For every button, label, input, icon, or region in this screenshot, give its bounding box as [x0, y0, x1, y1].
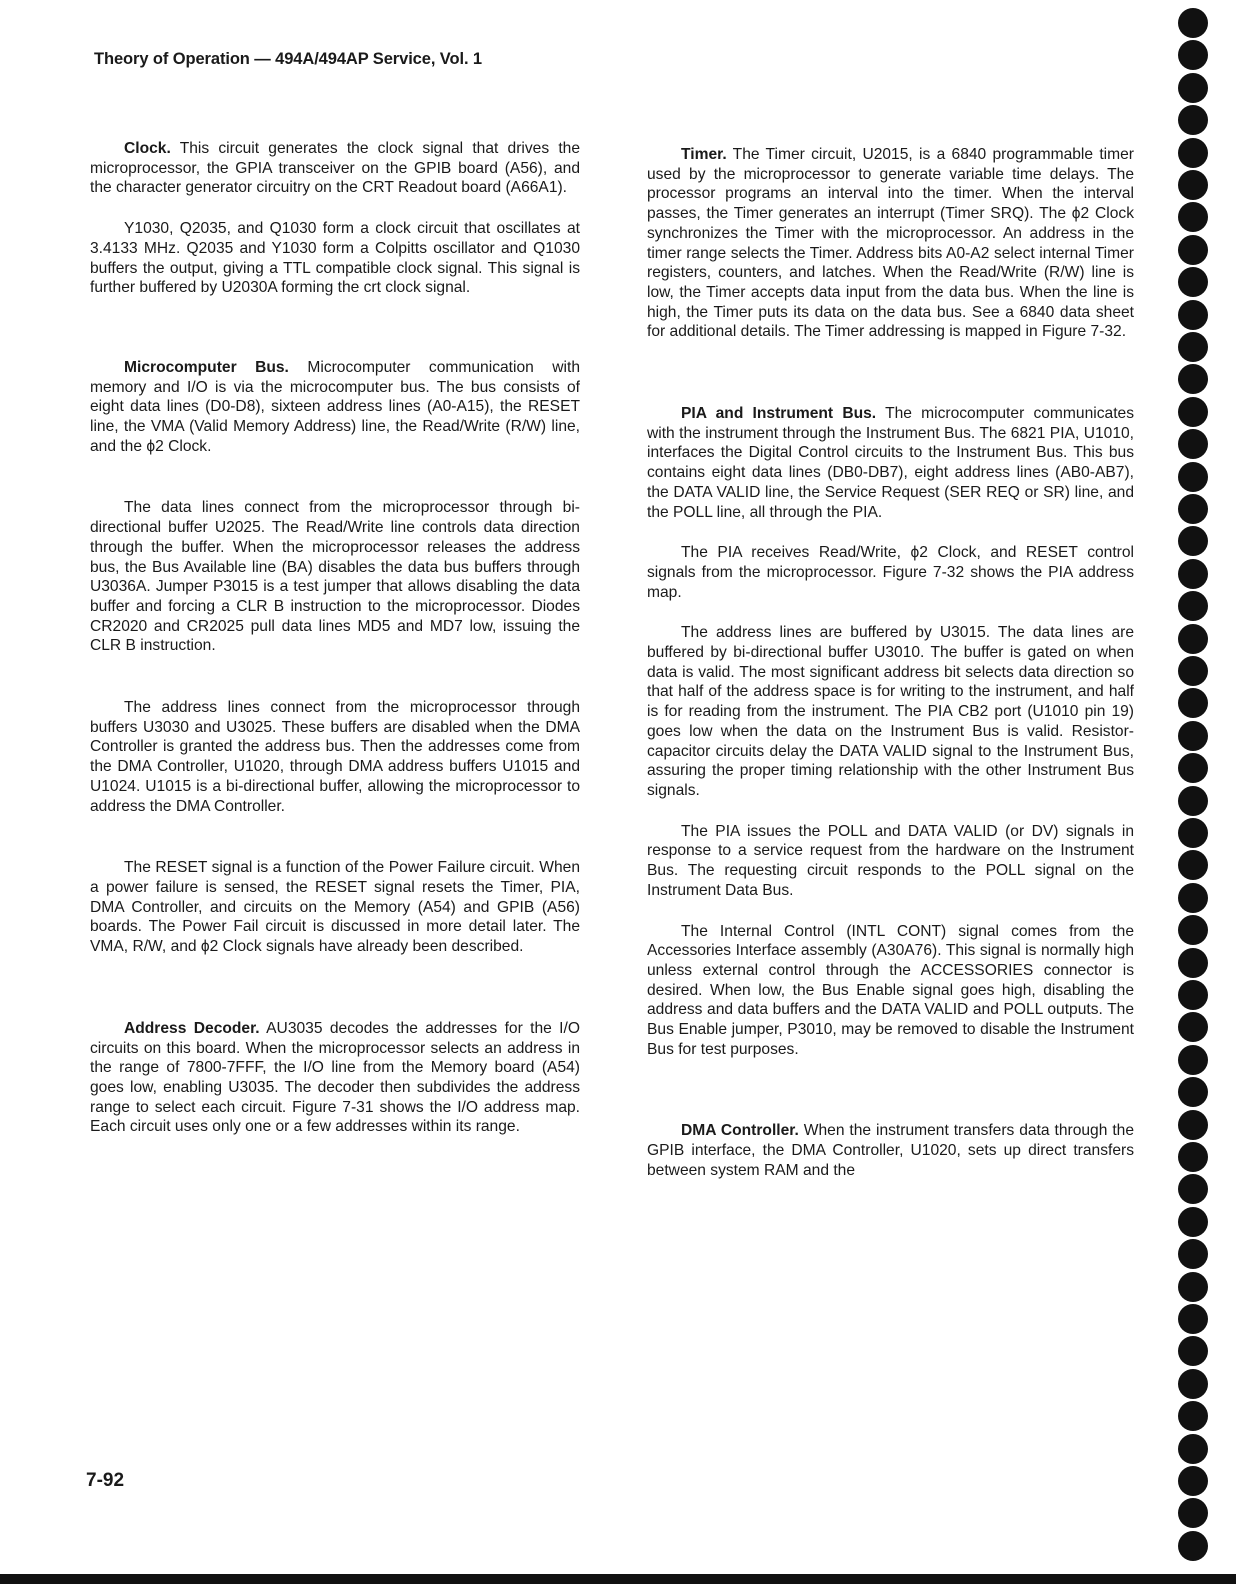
punch-hole: [1178, 1110, 1208, 1140]
punch-hole: [1178, 105, 1208, 135]
punch-hole: [1178, 1498, 1208, 1528]
punch-hole: [1178, 1531, 1208, 1561]
punch-hole: [1178, 753, 1208, 783]
paragraph-clock-circuit: Y1030, Q2035, and Q1030 form a clock circuit that oscillates at 3.4133 MHz. Q2035 and Y1030 form a Colpitts oscillator and Q1030 buffers the output, giving a TTL compatible clock signal. This signal is further buffered by U2030A forming the crt clock signal.: [90, 220, 580, 297]
punch-hole: [1178, 1239, 1208, 1269]
punch-hole: [1178, 138, 1208, 168]
heading-microcomputer-bus: Microcomputer Bus.: [124, 358, 289, 376]
heading-dma-controller: DMA Controller.: [681, 1122, 799, 1140]
punch-hole: [1178, 915, 1208, 945]
paragraph-pia-control-signals: The PIA receives Read/Write, ϕ2 Clock, and RESET control signals from the microprocessor. Figure 7-32 shows the PIA address map.: [647, 544, 1134, 601]
punch-hole: [1178, 850, 1208, 880]
paragraph-address-lines: The address lines connect from the microprocessor through buffers U3030 and U3025. These buffers are disabled when the DMA Controller is granted the address bus. Then the addresses come from the DMA Controller, U1020, through DMA address buffers U1015 and U1024. U1015 is a bi-directional buffer, allowing the microprocessor to address the DMA Controller.: [90, 699, 580, 815]
punch-hole: [1178, 1369, 1208, 1399]
paragraph-internal-control: The Internal Control (INTL CONT) signal comes from the Accessories Interface assembly (A30A76). This signal is normally high unless external control through the ACCESSORIES connector is desired. When low, the Bus Enable signal goes high, disabling the address and data buffers and the DATA VALID and POLL outputs. The Bus Enable jumper, P3010, may be removed to disable the Instrument Bus for test purposes.: [647, 922, 1134, 1058]
punch-hole: [1178, 1401, 1208, 1431]
punch-hole: [1178, 397, 1208, 427]
punch-hole: [1178, 818, 1208, 848]
punch-hole: [1178, 332, 1208, 362]
punch-hole: [1178, 526, 1208, 556]
paragraph-pia-poll: The PIA issues the POLL and DATA VALID (or DV) signals in response to a service request from the hardware on the Instrument Bus. The requesting circuit responds to the POLL signal on the Instrument Data Bus.: [647, 822, 1134, 899]
punch-hole: [1178, 591, 1208, 621]
punch-hole: [1178, 1466, 1208, 1496]
punch-hole: [1178, 721, 1208, 751]
paragraph-pia-address-lines: The address lines are buffered by U3015. The data lines are buffered by bi-directional buffer U3010. The buffer is gated on when data is valid. The most significant address bit selects data direction so that half of the address space is for writing to the instrument, and half is for reading from the instrument. The PIA CB2 port (U1010 pin 19) goes low when the data on the Instrument Bus is valid. Resistor-capacitor circuits delay the DATA VALID signal to the Instrument Bus, assuring the proper timing relationship with the other Instrument Bus signals.: [647, 624, 1134, 799]
paragraph-timer: Timer. The Timer circuit, U2015, is a 6840 programmable timer used by the microprocessor to generate variable time delays. The processor programs an interval into the timer. When the interval passes, the Timer generates an interrupt (Timer SRQ). The ϕ2 Clock synchronizes the Timer with the microprocessor. An address in the timer range selects the Timer. Address bits A0-A2 select internal Timer registers, counters, and latches. When the Read/Write (R/W) line is low, the Timer accepts data input from the data bus. When the line is high, the Timer puts its data on the data bus. See a 6840 data sheet for additional details. The Timer addressing is mapped in Figure 7-32.: [647, 146, 1134, 341]
punch-hole: [1178, 624, 1208, 654]
punch-hole: [1178, 364, 1208, 394]
punch-hole: [1178, 883, 1208, 913]
punch-hole: [1178, 688, 1208, 718]
paragraph-reset-signal: The RESET signal is a function of the Power Failure circuit. When a power failure is sensed, the RESET signal resets the Timer, PIA, DMA Controller, and circuits on the Memory (A54) and GPIB (A56) boards. The Power Fail circuit is discussed in more detail later. The VMA, R/W, and ϕ2 Clock signals have already been described.: [90, 859, 580, 956]
punch-hole: [1178, 462, 1208, 492]
paragraph-microcomputer-bus: Microcomputer Bus. Microcomputer communication with memory and I/O is via the microcomputer bus. The bus consists of eight data lines (D0-D8), sixteen address lines (A0-A15), the RESET line, the VMA (Valid Memory Address) line, the Read/Write (R/W) line, and the ϕ2 Clock.: [90, 358, 580, 455]
punch-hole: [1178, 656, 1208, 686]
page-header: Theory of Operation — 494A/494AP Service, Vol. 1: [94, 50, 482, 68]
punch-hole: [1178, 1045, 1208, 1075]
punch-hole: [1178, 267, 1208, 297]
paragraph-data-lines: The data lines connect from the microprocessor through bi-directional buffer U2025. The Read/Write line controls data direction through the buffer. When the microprocessor releases the address bus, the Bus Available line (BA) disables the data bus buffers through U3036A. Jumper P3015 is a test jumper that allows disabling the data buffer and forcing a CLR B instruction to the microprocessor. Diodes CR2020 and CR2025 pull data lines MD5 and MD7 low, issuing the CLR B instruction.: [90, 499, 580, 655]
paragraph-pia-instrument-bus: PIA and Instrument Bus. The microcomputer communicates with the instrument through the Instrument Bus. The 6821 PIA, U1010, interfaces the Digital Control circuits to the Instrument Bus. This bus contains eight data lines (DB0-DB7), eight address lines (AB0-AB7), the DATA VALID line, the Service Request (SER REQ or SR) line, and the POLL line, all through the PIA.: [647, 405, 1134, 521]
heading-address-decoder: Address Decoder.: [124, 1019, 260, 1037]
punch-hole: [1178, 1304, 1208, 1334]
punch-hole: [1178, 8, 1208, 38]
left-column: [90, 139, 580, 1137]
punch-hole: [1178, 980, 1208, 1010]
punch-hole: [1178, 1012, 1208, 1042]
punch-hole: [1178, 948, 1208, 978]
heading-clock: Clock.: [124, 140, 171, 157]
punch-hole: [1178, 235, 1208, 265]
punch-hole: [1178, 1207, 1208, 1237]
punch-hole: [1178, 202, 1208, 232]
heading-pia-instrument-bus: PIA and Instrument Bus.: [681, 405, 877, 423]
punch-hole: [1178, 1174, 1208, 1204]
right-column: [647, 145, 1134, 1181]
binder-punch-holes: [1178, 0, 1228, 1584]
punch-hole: [1178, 1272, 1208, 1302]
punch-hole: [1178, 170, 1208, 200]
punch-hole: [1178, 73, 1208, 103]
paragraph-clock: Clock. This circuit generates the clock signal that drives the microprocessor, the GPIA transceiver on the GPIB board (A56), and the character generator circuitry on the CRT Readout board (A66A1).: [90, 140, 580, 197]
punch-hole: [1178, 300, 1208, 330]
punch-hole: [1178, 494, 1208, 524]
punch-hole: [1178, 1142, 1208, 1172]
punch-hole: [1178, 429, 1208, 459]
punch-hole: [1178, 40, 1208, 70]
heading-timer: Timer.: [681, 146, 727, 163]
page-number: 7-92: [86, 1470, 125, 1491]
punch-hole: [1178, 1434, 1208, 1464]
bottom-scan-edge: [0, 1574, 1236, 1584]
paragraph-address-decoder: Address Decoder. AU3035 decodes the addresses for the I/O circuits on this board. When the microprocessor selects an address in the range of 7800-7FFF, the I/O line from the Memory board (A54) goes low, enabling U3035. The decoder then subdivides the address range to select each circuit. Figure 7-31 shows the I/O address map. Each circuit uses only one or a few addresses within its range.: [90, 1019, 580, 1136]
punch-hole: [1178, 559, 1208, 589]
punch-hole: [1178, 1336, 1208, 1366]
punch-hole: [1178, 786, 1208, 816]
paragraph-dma-controller: DMA Controller. When the instrument transfers data through the GPIB interface, the DMA Controller, U1020, sets up direct transfers between system RAM and the: [647, 1122, 1134, 1179]
punch-hole: [1178, 1077, 1208, 1107]
